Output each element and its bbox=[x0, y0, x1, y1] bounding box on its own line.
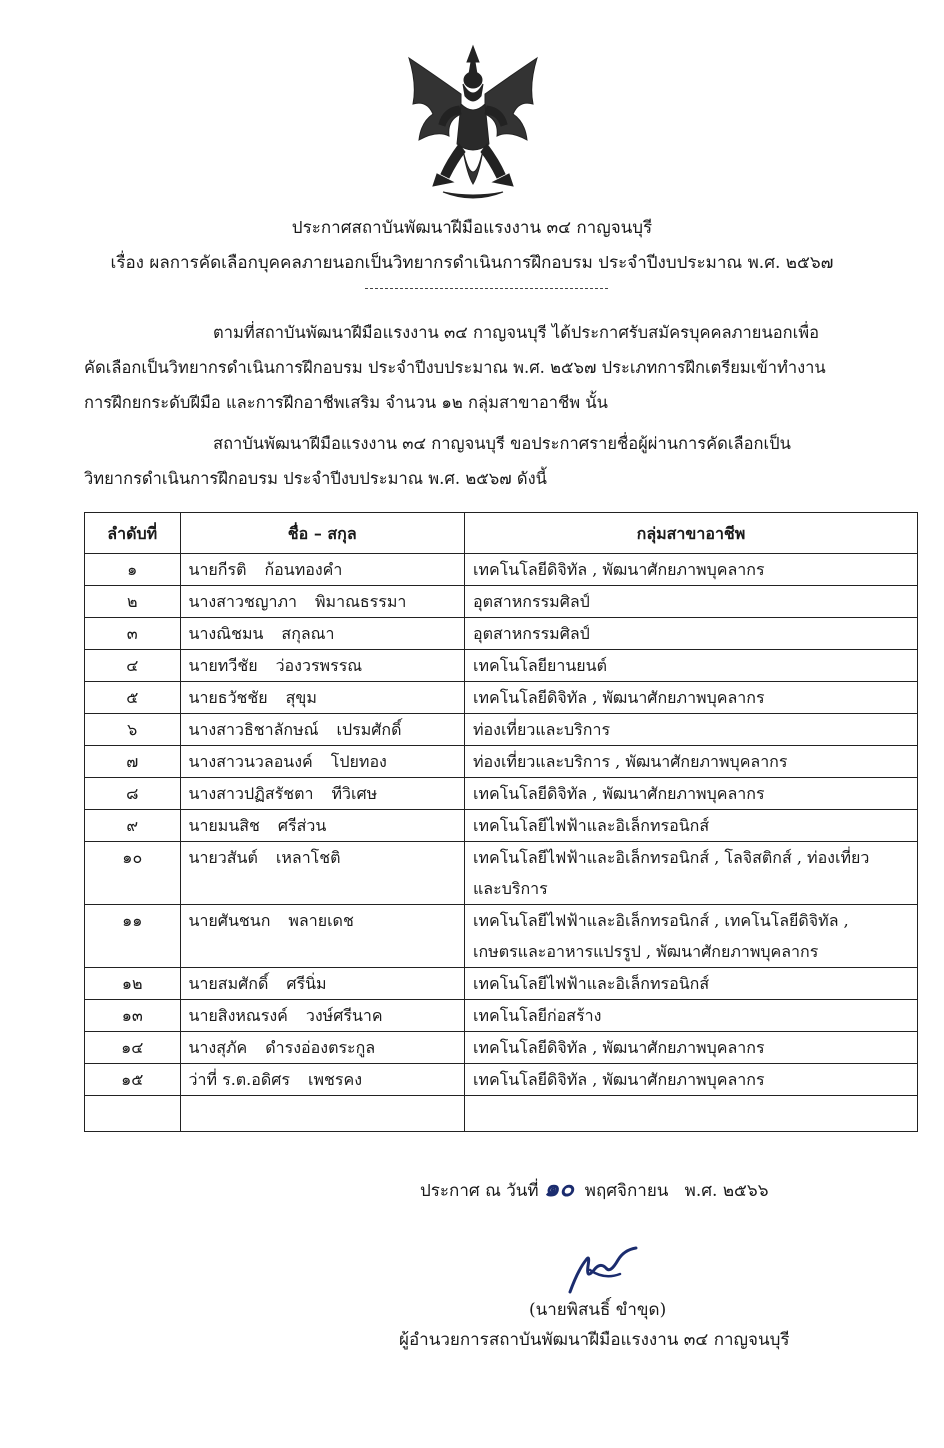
last-name: พลายเดช bbox=[288, 911, 354, 930]
row-field bbox=[464, 842, 917, 905]
row-number: ๑๔ bbox=[85, 1032, 181, 1064]
table-row bbox=[85, 810, 918, 842]
last-name: ดำรงอ่องตระกูล bbox=[265, 1038, 376, 1057]
field-line: อุตสาหกรรมศิลป์ bbox=[472, 624, 590, 643]
field-line: เทคโนโลยีดิจิทัล , พัฒนาศักยภาพบุคลากร bbox=[472, 1070, 765, 1089]
row-name bbox=[180, 746, 464, 778]
signer-position: ผู้อำนวยการสถาบันพัฒนาฝีมือแรงงาน ๓๔ กาญจนบุรี bbox=[399, 1330, 790, 1350]
row-name bbox=[180, 1000, 464, 1032]
field-line: เทคโนโลยีไฟฟ้าและอิเล็กทรอนิกส์ , โลจิสติกส์ , ท่องเที่ยว bbox=[472, 848, 870, 867]
paragraph-2-line-1: สถาบันพัฒนาฝีมือแรงงาน ๓๔ กาญจนบุรี ขอประกาศรายชื่อผู้ผ่านการคัดเลือกเป็น bbox=[213, 434, 791, 453]
date-month: พฤศจิกายน bbox=[584, 1181, 669, 1201]
announcement-date bbox=[420, 1168, 769, 1207]
row-field bbox=[464, 1032, 917, 1064]
row-field bbox=[464, 650, 917, 682]
first-name: นางสาวชญาภา bbox=[188, 592, 297, 611]
row-name bbox=[180, 968, 464, 1000]
row-number: ๑๒ bbox=[85, 968, 181, 1000]
table-row bbox=[85, 650, 918, 682]
row-field bbox=[464, 778, 917, 810]
first-name: นางสาวนวลอนงค์ bbox=[188, 752, 313, 771]
row-number: ๓ bbox=[85, 618, 181, 650]
first-name: นายสมศักดิ์ bbox=[188, 974, 269, 993]
paragraph-1-line-2: คัดเลือกเป็นวิทยากรดำเนินการฝึกอบรม ประจำปีงบประมาณ พ.ศ. ๒๕๖๗ ประเภทการฝึกเตรียมเข้าทำงาน bbox=[84, 358, 826, 377]
row-number: ๔ bbox=[85, 650, 181, 682]
last-name: พิมาณธรรมา bbox=[314, 592, 407, 611]
row-field bbox=[464, 586, 917, 618]
table-row bbox=[85, 1000, 918, 1032]
last-name: วงษ์ศรีนาค bbox=[305, 1006, 383, 1025]
row-number: ๑๑ bbox=[85, 905, 181, 968]
row-number: ๖ bbox=[85, 714, 181, 746]
row-field bbox=[464, 1064, 917, 1096]
field-line: เทคโนโลยีไฟฟ้าและอิเล็กทรอนิกส์ bbox=[472, 816, 710, 835]
row-number: ๑๓ bbox=[85, 1000, 181, 1032]
field-line: เทคโนโลยีก่อสร้าง bbox=[472, 1006, 602, 1025]
table-row bbox=[85, 746, 918, 778]
field-line: เทคโนโลยีดิจิทัล , พัฒนาศักยภาพบุคลากร bbox=[472, 1038, 765, 1057]
table-row bbox=[85, 905, 918, 968]
table-row bbox=[85, 968, 918, 1000]
field-line-continued: เกษตรและอาหารแปรรูป , พัฒนาศักยภาพบุคลากร bbox=[472, 942, 819, 961]
field-line: เทคโนโลยีดิจิทัล , พัฒนาศักยภาพบุคลากร bbox=[472, 688, 765, 707]
blank-cell bbox=[464, 1096, 917, 1132]
row-name bbox=[180, 778, 464, 810]
blank-cell bbox=[85, 1096, 181, 1132]
row-field bbox=[464, 714, 917, 746]
paragraph-2-line-2: วิทยากรดำเนินการฝึกอบรม ประจำปีงบประมาณ พ.ศ. ๒๕๖๗ ดังนี้ bbox=[84, 469, 547, 488]
table-row bbox=[85, 586, 918, 618]
field-line: เทคโนโลยีดิจิทัล , พัฒนาศักยภาพบุคลากร bbox=[472, 784, 765, 803]
row-field bbox=[464, 618, 917, 650]
last-name: ทีวิเศษ bbox=[331, 784, 378, 803]
row-name bbox=[180, 682, 464, 714]
header-no: ลำดับที่ bbox=[85, 513, 181, 554]
last-name: เปรมศักดิ์ bbox=[336, 720, 402, 739]
garuda-emblem-icon bbox=[403, 44, 543, 204]
row-number: ๘ bbox=[85, 778, 181, 810]
blank-cell bbox=[180, 1096, 464, 1132]
row-field bbox=[464, 968, 917, 1000]
paragraph-1-line-1: ตามที่สถาบันพัฒนาฝีมือแรงงาน ๓๔ กาญจนบุรี ได้ประกาศรับสมัครบุคคลภายนอกเพื่อ bbox=[213, 323, 820, 342]
row-name bbox=[180, 842, 464, 905]
first-name: นางณิชมน bbox=[188, 624, 264, 643]
first-name: นายสิงหณรงค์ bbox=[188, 1006, 288, 1025]
row-field bbox=[464, 682, 917, 714]
paragraph-1-line-3: การฝึกยกระดับฝีมือ และการฝึกอาชีพเสริม จำนวน ๑๒ กลุ่มสาขาอาชีพ นั้น bbox=[84, 393, 608, 412]
field-line: ท่องเที่ยวและบริการ , พัฒนาศักยภาพบุคลากร bbox=[472, 752, 788, 771]
table-row bbox=[85, 618, 918, 650]
announcement-title: ประกาศสถาบันพัฒนาฝีมือแรงงาน ๓๔ กาญจนบุรี bbox=[291, 218, 653, 238]
field-line: อุตสาหกรรมศิลป์ bbox=[472, 592, 590, 611]
signer-name: (นายพิสนธิ์ ขำขุด) bbox=[529, 1300, 667, 1320]
row-number: ๑๐ bbox=[85, 842, 181, 905]
header-field: กลุ่มสาขาอาชีพ bbox=[464, 513, 917, 554]
row-name bbox=[180, 1032, 464, 1064]
last-name: เหลาโชติ bbox=[275, 848, 341, 867]
table-body bbox=[85, 554, 918, 1132]
row-field bbox=[464, 810, 917, 842]
row-number: ๒ bbox=[85, 586, 181, 618]
row-name bbox=[180, 1064, 464, 1096]
row-name bbox=[180, 618, 464, 650]
field-line-continued: และบริการ bbox=[472, 879, 548, 898]
last-name: สกุลณา bbox=[281, 624, 335, 643]
table-row bbox=[85, 778, 918, 810]
handwritten-signature bbox=[560, 1240, 650, 1300]
blank-row bbox=[85, 1096, 918, 1132]
last-name: ศรีนิ่ม bbox=[286, 974, 327, 993]
results-table bbox=[84, 512, 918, 1132]
last-name: เพชรคง bbox=[308, 1070, 362, 1089]
row-name bbox=[180, 650, 464, 682]
table-row bbox=[85, 1032, 918, 1064]
last-name: ก้อนทองคำ bbox=[264, 560, 343, 579]
field-line: เทคโนโลยีไฟฟ้าและอิเล็กทรอนิกส์ , เทคโนโลยีดิจิทัล , bbox=[472, 911, 849, 930]
row-field bbox=[464, 905, 917, 968]
title-divider bbox=[365, 288, 608, 289]
row-name bbox=[180, 905, 464, 968]
first-name: นางสาวปฏิสรัชตา bbox=[188, 784, 314, 803]
row-number: ๙ bbox=[85, 810, 181, 842]
field-line: ท่องเที่ยวและบริการ bbox=[472, 720, 611, 739]
row-name bbox=[180, 554, 464, 586]
field-line: เทคโนโลยีดิจิทัล , พัฒนาศักยภาพบุคลากร bbox=[472, 560, 765, 579]
header-name: ชื่อ – สกุล bbox=[180, 513, 464, 554]
date-day: ๑๐ bbox=[544, 1174, 574, 1202]
row-name bbox=[180, 586, 464, 618]
row-number: ๑ bbox=[85, 554, 181, 586]
row-field bbox=[464, 554, 917, 586]
row-field bbox=[464, 746, 917, 778]
first-name: นายทวีชัย bbox=[188, 656, 258, 675]
field-line: เทคโนโลยียานยนต์ bbox=[472, 656, 608, 675]
table-row bbox=[85, 1064, 918, 1096]
table-row bbox=[85, 554, 918, 586]
first-name: นายธวัชชัย bbox=[188, 688, 268, 707]
row-name bbox=[180, 810, 464, 842]
row-field bbox=[464, 1000, 917, 1032]
last-name: ว่องวรพรรณ bbox=[275, 656, 363, 675]
first-name: นายมนสิช bbox=[188, 816, 260, 835]
first-name: ว่าที่ ร.ต.อดิศร bbox=[188, 1070, 291, 1089]
first-name: นางสุภัค bbox=[188, 1038, 248, 1057]
row-number: ๕ bbox=[85, 682, 181, 714]
row-name bbox=[180, 714, 464, 746]
date-year: พ.ศ. ๒๕๖๖ bbox=[684, 1181, 769, 1201]
table-row bbox=[85, 842, 918, 905]
last-name: โปยทอง bbox=[330, 752, 387, 771]
table-row bbox=[85, 714, 918, 746]
field-line: เทคโนโลยีไฟฟ้าและอิเล็กทรอนิกส์ bbox=[472, 974, 710, 993]
last-name: ศรีส่วน bbox=[277, 816, 327, 835]
first-name: นางสาวธิชาลักษณ์ bbox=[188, 720, 319, 739]
first-name: นายวสันต์ bbox=[188, 848, 258, 867]
first-name: นายกีรติ bbox=[188, 560, 247, 579]
date-prefix: ประกาศ ณ วันที่ bbox=[420, 1181, 539, 1201]
first-name: นายศันชนก bbox=[188, 911, 271, 930]
table-row bbox=[85, 682, 918, 714]
table-header-row bbox=[85, 513, 918, 554]
last-name: สุขุม bbox=[285, 688, 317, 707]
announcement-subject: เรื่อง ผลการคัดเลือกบุคคลภายนอกเป็นวิทยากรดำเนินการฝึกอบรม ประจำปีงบประมาณ พ.ศ. ๒๕๖๗ bbox=[110, 253, 834, 273]
row-number: ๗ bbox=[85, 746, 181, 778]
row-number: ๑๕ bbox=[85, 1064, 181, 1096]
